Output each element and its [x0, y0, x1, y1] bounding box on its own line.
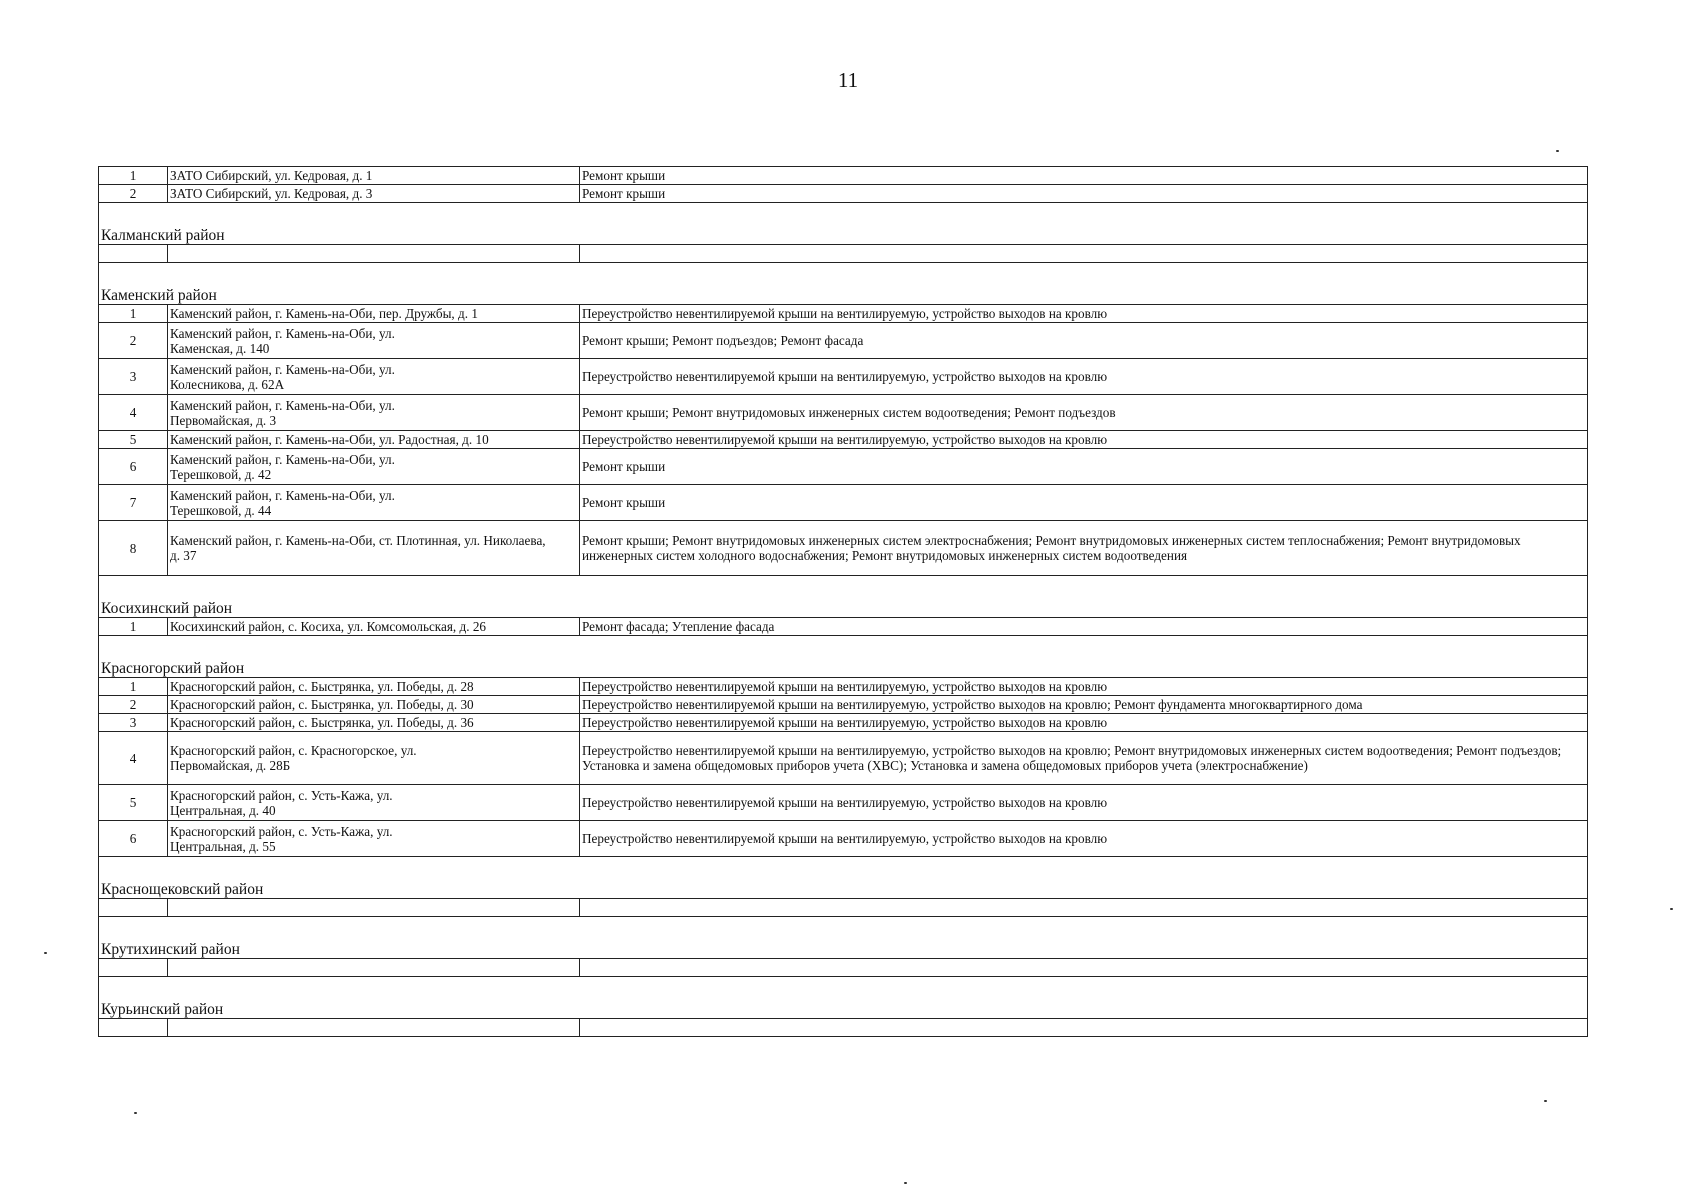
row-work: Переустройство невентилируемой крыши на вентилируемую, устройство выходов на кровлю; Ремонт внутридомовых инженерных систем водоотведения; Ремонт подъездов; Установка и замена общедомовых приборов учета (ХВС); Установка и замена общедомовых приборов учета (электроснабжение)	[580, 732, 1588, 785]
table-row	[99, 696, 1588, 714]
row-address: Косихинский район, с. Косиха, ул. Комсомольская, д. 26	[168, 618, 580, 636]
row-address: Красногорский район, с. Усть-Кажа, ул. Центральная, д. 55	[168, 821, 580, 857]
repair-list-table	[98, 166, 1588, 1037]
table-row	[99, 678, 1588, 696]
row-address: Красногорский район, с. Усть-Кажа, ул. Центральная, д. 40	[168, 785, 580, 821]
row-number: 5	[99, 785, 168, 821]
row-address: Каменский район, г. Камень-на-Оби, ул. Первомайская, д. 3	[168, 395, 580, 431]
scan-speck	[1670, 908, 1673, 910]
district-name: Косихинский район	[99, 576, 1588, 618]
district-header	[99, 636, 1588, 678]
row-address: Красногорский район, с. Быстрянка, ул. Победы, д. 28	[168, 678, 580, 696]
page-number: 11	[837, 68, 859, 92]
row-work: Переустройство невентилируемой крыши на вентилируемую, устройство выходов на кровлю; Ремонт фундамента многоквартирного дома	[580, 696, 1588, 714]
district-header	[99, 203, 1588, 245]
row-work: Переустройство невентилируемой крыши на вентилируемую, устройство выходов на кровлю	[580, 785, 1588, 821]
row-work: Ремонт фасада; Утепление фасада	[580, 618, 1588, 636]
row-address: Каменский район, г. Камень-на-Оби, ул. Каменская, д. 140	[168, 323, 580, 359]
row-number: 1	[99, 167, 168, 185]
row-address: ЗАТО Сибирский, ул. Кедровая, д. 3	[168, 185, 580, 203]
scan-speck	[44, 952, 47, 954]
row-number: 7	[99, 485, 168, 521]
row-work: Переустройство невентилируемой крыши на вентилируемую, устройство выходов на кровлю	[580, 714, 1588, 732]
row-address: Красногорский район, с. Красногорское, ул. Первомайская, д. 28Б	[168, 732, 580, 785]
row-work: Переустройство невентилируемой крыши на вентилируемую, устройство выходов на кровлю	[580, 431, 1588, 449]
empty-row	[99, 959, 1588, 977]
row-work: Ремонт крыши	[580, 485, 1588, 521]
row-work: Переустройство невентилируемой крыши на вентилируемую, устройство выходов на кровлю	[580, 678, 1588, 696]
row-work: Переустройство невентилируемой крыши на вентилируемую, устройство выходов на кровлю	[580, 821, 1588, 857]
table-row	[99, 167, 1588, 185]
empty-row	[99, 899, 1588, 917]
table-row	[99, 449, 1588, 485]
row-number: 8	[99, 521, 168, 576]
district-name: Краснощековский район	[99, 857, 1588, 899]
row-address: ЗАТО Сибирский, ул. Кедровая, д. 1	[168, 167, 580, 185]
row-address: Каменский район, г. Камень-на-Оби, ст. Плотинная, ул. Николаева, д. 37	[168, 521, 580, 576]
row-address: Каменский район, г. Камень-на-Оби, ул. Радостная, д. 10	[168, 431, 580, 449]
district-name: Красногорский район	[99, 636, 1588, 678]
row-number: 2	[99, 323, 168, 359]
district-name: Крутихинский район	[99, 917, 1588, 959]
district-header	[99, 576, 1588, 618]
district-header	[99, 857, 1588, 899]
row-number: 6	[99, 449, 168, 485]
scan-speck	[1544, 1100, 1547, 1102]
table-row	[99, 618, 1588, 636]
district-name: Курьинский район	[99, 977, 1588, 1019]
row-work: Ремонт крыши; Ремонт внутридомовых инженерных систем водоотведения; Ремонт подъездов	[580, 395, 1588, 431]
table-row	[99, 732, 1588, 785]
row-address: Красногорский район, с. Быстрянка, ул. Победы, д. 30	[168, 696, 580, 714]
table-row	[99, 395, 1588, 431]
row-number: 2	[99, 696, 168, 714]
row-number: 2	[99, 185, 168, 203]
row-number: 1	[99, 618, 168, 636]
table-row	[99, 305, 1588, 323]
row-work: Ремонт крыши	[580, 185, 1588, 203]
scan-speck	[904, 1182, 907, 1184]
row-work: Переустройство невентилируемой крыши на вентилируемую, устройство выходов на кровлю	[580, 305, 1588, 323]
scan-speck	[134, 1112, 137, 1114]
table-row	[99, 359, 1588, 395]
row-address: Каменский район, г. Камень-на-Оби, ул. Колесникова, д. 62А	[168, 359, 580, 395]
empty-row	[99, 245, 1588, 263]
row-address: Каменский район, г. Камень-на-Оби, ул. Терешковой, д. 44	[168, 485, 580, 521]
row-number: 1	[99, 678, 168, 696]
row-number: 3	[99, 359, 168, 395]
district-header	[99, 917, 1588, 959]
table-row	[99, 323, 1588, 359]
table-row	[99, 714, 1588, 732]
row-number: 1	[99, 305, 168, 323]
table-row	[99, 185, 1588, 203]
row-number: 4	[99, 395, 168, 431]
table-row	[99, 821, 1588, 857]
district-header	[99, 977, 1588, 1019]
table-row	[99, 521, 1588, 576]
row-address: Каменский район, г. Камень-на-Оби, ул. Терешковой, д. 42	[168, 449, 580, 485]
row-work: Ремонт крыши	[580, 167, 1588, 185]
row-address: Каменский район, г. Камень-на-Оби, пер. Дружбы, д. 1	[168, 305, 580, 323]
empty-row	[99, 1019, 1588, 1037]
row-number: 6	[99, 821, 168, 857]
row-work: Переустройство невентилируемой крыши на вентилируемую, устройство выходов на кровлю	[580, 359, 1588, 395]
table-row	[99, 785, 1588, 821]
row-work: Ремонт крыши	[580, 449, 1588, 485]
district-name: Калманский район	[99, 203, 1588, 245]
district-name: Каменский район	[99, 263, 1588, 305]
row-number: 5	[99, 431, 168, 449]
row-number: 3	[99, 714, 168, 732]
row-number: 4	[99, 732, 168, 785]
row-work: Ремонт крыши; Ремонт подъездов; Ремонт фасада	[580, 323, 1588, 359]
table-row	[99, 485, 1588, 521]
row-address: Красногорский район, с. Быстрянка, ул. Победы, д. 36	[168, 714, 580, 732]
table-row	[99, 431, 1588, 449]
row-work: Ремонт крыши; Ремонт внутридомовых инженерных систем электроснабжения; Ремонт внутридомовых инженерных систем теплоснабжения; Ремонт внутридомовых инженерных систем холодного водоснабжения; Ремонт внутридомовых инженерных систем водоотведения	[580, 521, 1588, 576]
scan-speck	[1556, 150, 1559, 152]
district-header	[99, 263, 1588, 305]
